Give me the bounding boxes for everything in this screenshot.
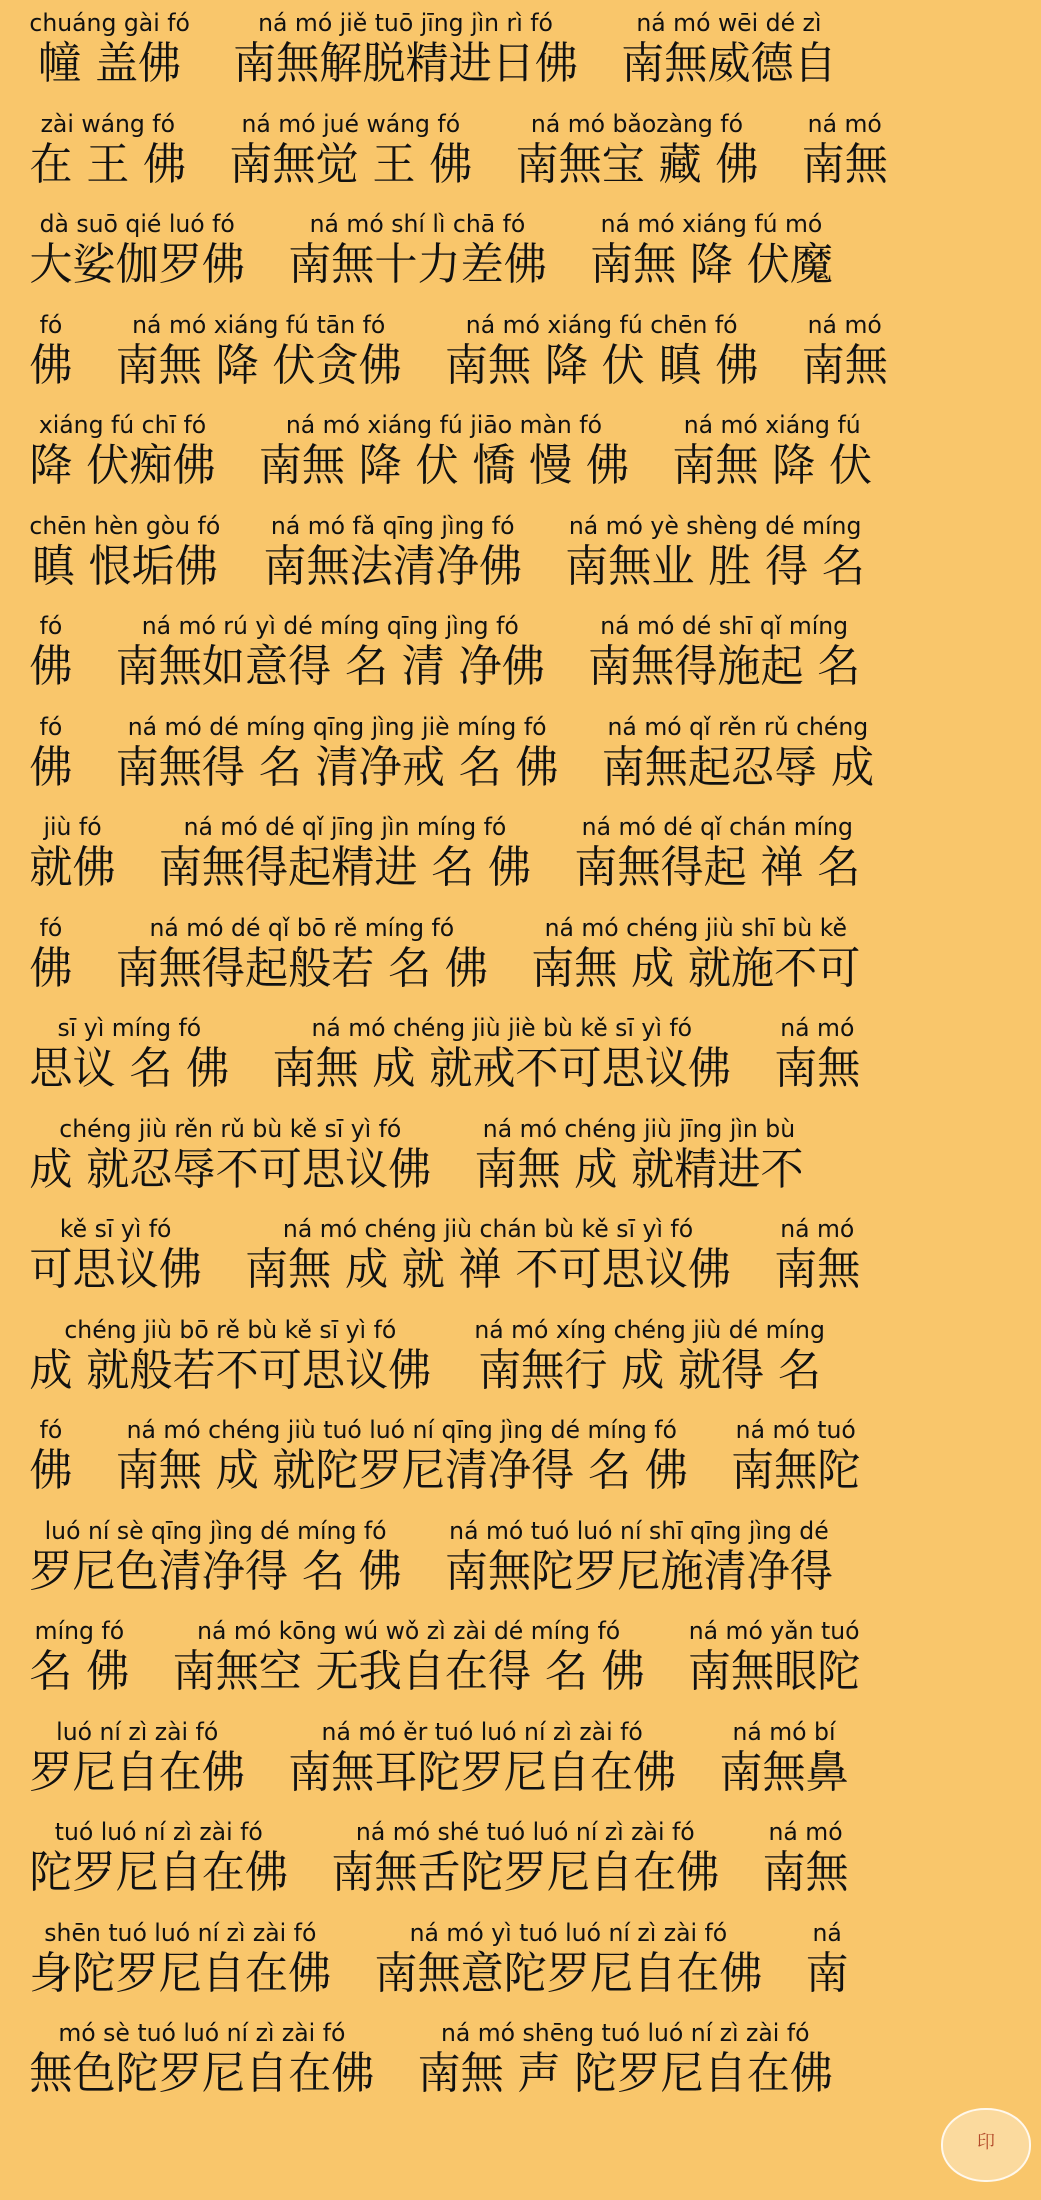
buddha-name-segment [29, 1407, 72, 1497]
pinyin-annotation: shēn tuó luó ní zì zài fó [44, 1918, 317, 1947]
chinese-characters: 南無空 无我自在得 名 佛 [172, 1646, 645, 1697]
buddha-name-segment [474, 1307, 825, 1397]
chinese-characters: 南無 [801, 339, 888, 391]
chinese-characters: 南無 [801, 138, 888, 190]
chinese-characters: 南無 成 就施不可 [531, 942, 861, 994]
pinyin-annotation: ná mó xiáng fú [683, 411, 861, 439]
text-line [0, 603, 1020, 704]
text-line [0, 1709, 1020, 1810]
pinyin-annotation: ná mó qǐ rěn rǔ chéng [607, 712, 869, 741]
chinese-characters: 佛 [29, 339, 73, 391]
pinyin-annotation: ná mó shé tuó luó ní zì zài fó [355, 1818, 695, 1846]
pinyin-annotation: chuáng gài fó [29, 9, 190, 37]
text-line [0, 201, 1020, 302]
pinyin-annotation: ná mó [768, 1818, 843, 1846]
pinyin-annotation: fó [39, 310, 63, 339]
pinyin-annotation: ná mó tuó luó ní shī qīng jìng dé [449, 1516, 829, 1545]
pinyin-annotation: ná mó jiě tuō jīng jìn rì fó [258, 9, 553, 37]
buddha-name-segment [445, 302, 759, 392]
buddha-name-segment [116, 905, 488, 995]
buddha-name-segment [417, 2010, 833, 2100]
buddha-name-segment [802, 302, 888, 392]
chinese-characters: 南無眼陀 [687, 1646, 861, 1697]
pinyin-annotation: chéng jiù bō rě bù kě sī yì fó [64, 1315, 397, 1344]
chinese-characters: 名 佛 [29, 1646, 130, 1697]
buddha-name-segment [531, 905, 860, 995]
pinyin-annotation: ná mó bǎozàng fó [530, 109, 743, 138]
chinese-characters: 在 王 佛 [29, 138, 187, 190]
chinese-characters: 南無意陀罗尼自在佛 [374, 1947, 763, 1999]
pinyin-annotation: chéng jiù rěn rǔ bù kě sī yì fó [59, 1114, 402, 1143]
pinyin-annotation: ná mó rú yì dé míng qīng jìng fó [141, 612, 519, 640]
buddha-name-segment [474, 1106, 803, 1196]
chinese-characters: 成 就般若不可思议佛 [29, 1344, 432, 1396]
text-line [0, 1407, 1020, 1508]
buddha-name-segment [602, 704, 874, 794]
buddha-name-segment [29, 1910, 331, 2000]
text-line [0, 2010, 1020, 2111]
chinese-characters: 南無得起 禅 名 [574, 842, 861, 893]
text-line [0, 704, 1020, 805]
chinese-characters: 佛 [29, 641, 73, 692]
buddha-name-segment [259, 402, 629, 492]
buddha-name-segment [116, 1407, 688, 1497]
pinyin-annotation: ná mó shēng tuó luó ní zì zài fó [440, 2019, 810, 2047]
chinese-characters: 身陀罗尼自在佛 [29, 1947, 332, 1999]
buddha-name-segment [229, 101, 472, 191]
pinyin-annotation: ná mó chéng jiù jīng jìn bù [482, 1114, 796, 1143]
chinese-characters: 南無十力差佛 [288, 239, 547, 290]
pinyin-annotation: ná mó [807, 109, 882, 138]
chinese-characters: 南無舌陀罗尼自在佛 [331, 1847, 720, 1898]
pinyin-annotation: ná [812, 1918, 842, 1947]
chinese-characters: 南無得施起 名 [587, 641, 861, 692]
pinyin-annotation: xiáng fú chī fó [38, 411, 207, 439]
buddha-name-segment [29, 704, 72, 794]
buddha-name-segment [29, 101, 186, 191]
buddha-name-segment [588, 603, 860, 693]
buddha-name-segment [29, 1709, 245, 1799]
buddha-name-segment [159, 804, 531, 894]
text-line [0, 302, 1020, 403]
text-line [0, 1307, 1020, 1408]
pinyin-annotation: ná mó chéng jiù jiè bù kě sī yì fó [311, 1014, 693, 1042]
pinyin-annotation: ná mó xiáng fú jiāo màn fó [285, 411, 602, 439]
pinyin-annotation: ná mó dé qǐ jīng jìn míng fó [183, 813, 507, 841]
chinese-characters: 南無耳陀罗尼自在佛 [288, 1746, 677, 1798]
chinese-characters: 南無陀 [731, 1445, 861, 1496]
buddha-name-segment [762, 1809, 848, 1899]
buddha-name-segment [774, 1206, 860, 1296]
pinyin-annotation: ná mó yè shèng dé míng [568, 511, 862, 540]
buddha-name-segment [29, 503, 220, 593]
pinyin-annotation: ná mó shí lì chā fó [309, 210, 526, 238]
buddha-name-segment [672, 402, 872, 492]
buddha-name-segment [263, 503, 522, 593]
chinese-characters: 南無 降 伏 憍 慢 佛 [258, 440, 630, 491]
buddha-name-segment [621, 0, 837, 90]
pinyin-annotation: ná mó [807, 310, 882, 339]
buddha-name-segment [29, 1206, 201, 1296]
buddha-name-segment [590, 201, 833, 291]
chinese-characters: 南無 降 伏 [672, 440, 873, 491]
buddha-name-segment [29, 603, 72, 693]
chinese-characters: 南無 成 就 禅 不可思议佛 [245, 1244, 732, 1295]
chinese-characters: 南無解脱精进日佛 [233, 38, 578, 89]
buddha-name-segment [29, 402, 215, 492]
text-line [0, 1608, 1020, 1709]
pinyin-annotation: ná mó [780, 1215, 855, 1243]
buddha-name-segment [288, 201, 547, 291]
buddha-name-segment [374, 1910, 762, 2000]
chinese-characters: 南無得起精进 名 佛 [158, 842, 532, 893]
pinyin-annotation: luó ní zì zài fó [56, 1717, 219, 1746]
chinese-characters: 南無 降 伏 瞋 佛 [444, 339, 759, 391]
pinyin-annotation: ná mó chéng jiù tuó luó ní qīng jìng dé míng fó [126, 1416, 677, 1444]
chinese-characters: 南無 降 伏魔 [589, 239, 833, 290]
pinyin-annotation: fó [39, 913, 63, 942]
chinese-characters: 佛 [29, 1445, 73, 1496]
pinyin-annotation: ná mó xiáng fú mó [600, 210, 823, 238]
chinese-characters: 陀罗尼自在佛 [29, 1847, 289, 1898]
text-line [0, 1508, 1020, 1609]
chinese-characters: 南無 声 陀罗尼自在佛 [417, 2048, 833, 2099]
buddha-name-segment [233, 0, 578, 90]
chinese-characters: 南無 [774, 1043, 861, 1094]
buddha-name-segment [29, 905, 72, 995]
buddha-name-segment [731, 1407, 860, 1497]
chinese-characters: 南無宝 藏 佛 [515, 138, 759, 190]
buddha-name-segment [29, 1608, 129, 1698]
chinese-characters: 成 就忍辱不可思议佛 [29, 1143, 432, 1195]
chinese-characters: 可思议佛 [29, 1244, 202, 1295]
buddha-name-segment [29, 2010, 374, 2100]
chinese-characters: 南無鼻 [719, 1746, 849, 1798]
chinese-characters: 南無 降 伏贪佛 [115, 339, 402, 391]
pinyin-annotation: zài wáng fó [40, 109, 175, 138]
chinese-characters: 南無如意得 名 清 净佛 [115, 641, 545, 692]
chinese-characters: 罗尼色清净得 名 佛 [29, 1545, 402, 1597]
pinyin-annotation: fó [39, 612, 63, 640]
pinyin-annotation: ná mó dé qǐ bō rě míng fó [149, 913, 455, 942]
pinyin-annotation: ná mó wēi dé zì [636, 9, 822, 37]
pinyin-annotation: ná mó chéng jiù shī bù kě [544, 913, 847, 942]
buddha-name-segment [445, 1508, 833, 1598]
pinyin-annotation: ná mó chéng jiù chán bù kě sī yì fó [282, 1215, 694, 1243]
buddha-name-segment [515, 101, 758, 191]
watermark-seal: 印 [941, 2108, 1031, 2182]
buddha-name-segment [272, 1005, 731, 1095]
buddha-name-segment [331, 1809, 719, 1899]
pinyin-annotation: ná mó [780, 1014, 855, 1042]
chinese-characters: 思议 名 佛 [29, 1043, 230, 1094]
buddha-name-segment [116, 603, 545, 693]
buddha-name-segment [29, 1809, 288, 1899]
text-line [0, 804, 1020, 905]
chinese-characters: 南無得起般若 名 佛 [115, 942, 489, 994]
text-line [0, 1910, 1020, 2011]
chinese-characters: 南無觉 王 佛 [229, 138, 473, 190]
chinese-characters: 南無起忍辱 成 [601, 741, 875, 793]
buddha-name-segment [29, 1508, 401, 1598]
pinyin-annotation: ná mó dé shī qǐ míng [600, 612, 849, 640]
chinese-characters: 南無行 成 就得 名 [478, 1344, 822, 1396]
chinese-characters: 南 [805, 1947, 849, 1999]
pinyin-annotation: ná mó ěr tuó luó ní zì zài fó [321, 1717, 643, 1746]
chinese-characters: 瞋 恨垢佛 [31, 540, 218, 592]
chinese-characters: 罗尼自在佛 [29, 1746, 246, 1798]
chinese-characters: 無色陀罗尼自在佛 [29, 2048, 375, 2099]
pinyin-annotation: ná mó xíng chéng jiù dé míng [474, 1315, 825, 1344]
buddha-name-segment [29, 804, 115, 894]
text-line [0, 101, 1020, 202]
buddha-name-segment [245, 1206, 731, 1296]
buddha-name-segment [29, 1106, 431, 1196]
pinyin-annotation: fó [39, 1416, 63, 1444]
pinyin-annotation: fó [39, 712, 63, 741]
text-line [0, 1106, 1020, 1207]
pinyin-annotation: ná mó jué wáng fó [241, 109, 461, 138]
chinese-characters: 南無威德自 [621, 38, 837, 89]
buddha-name-segment [574, 804, 860, 894]
text-line [0, 402, 1020, 503]
text-line [0, 503, 1020, 604]
buddha-name-segment [29, 302, 72, 392]
buddha-name-segment [29, 201, 245, 291]
chinese-characters: 南無业 胜 得 名 [565, 540, 866, 592]
pinyin-annotation: sī yì míng fó [57, 1014, 202, 1042]
chinese-characters: 南無 成 就陀罗尼清净得 名 佛 [115, 1445, 688, 1496]
chinese-characters: 南無 成 就精进不 [474, 1143, 804, 1195]
pinyin-annotation: jiù fó [43, 813, 102, 841]
buddha-name-segment [116, 704, 559, 794]
pinyin-annotation: chēn hèn gòu fó [29, 511, 221, 540]
pinyin-annotation: ná mó yǎn tuó [688, 1617, 860, 1645]
pinyin-annotation: ná mó yì tuó luó ní zì zài fó [409, 1918, 728, 1947]
chinese-characters: 南無 [762, 1847, 849, 1898]
chinese-characters: 南無陀罗尼施清净得 [444, 1545, 833, 1597]
chinese-characters: 南無 [774, 1244, 861, 1295]
chinese-characters: 南無法清净佛 [263, 540, 523, 592]
pinyin-annotation: ná mó dé míng qīng jìng jiè míng fó [127, 712, 547, 741]
pinyin-annotation: ná mó fǎ qīng jìng fó [270, 511, 515, 540]
pinyin-annotation: mó sè tuó luó ní zì zài fó [58, 2019, 346, 2047]
chinese-characters: 佛 [29, 942, 73, 994]
pinyin-annotation: míng fó [34, 1617, 125, 1645]
buddha-name-segment [288, 1709, 676, 1799]
chinese-characters: 降 伏痴佛 [29, 440, 216, 491]
pinyin-annotation: ná mó bí [732, 1717, 836, 1746]
chinese-characters: 就佛 [29, 842, 116, 893]
chinese-characters: 大娑伽罗佛 [29, 239, 246, 290]
chinese-characters: 南無得 名 清净戒 名 佛 [115, 741, 559, 793]
buddha-name-segment [116, 302, 402, 392]
chinese-characters: 佛 [29, 741, 73, 793]
pinyin-annotation: tuó luó ní zì zài fó [54, 1818, 263, 1846]
buddha-name-segment [688, 1608, 860, 1698]
pinyin-annotation: ná mó xiáng fú chēn fó [465, 310, 738, 339]
buddha-name-segment [565, 503, 865, 593]
pinyin-annotation: luó ní sè qīng jìng dé míng fó [44, 1516, 387, 1545]
buddha-name-segment [806, 1910, 849, 2000]
buddha-name-segment [802, 101, 888, 191]
buddha-name-segment [29, 1307, 431, 1397]
pinyin-annotation: ná mó kōng wú wǒ zì zài dé míng fó [197, 1617, 621, 1645]
pinyin-annotation: ná mó xiáng fú tān fó [132, 310, 386, 339]
text-line [0, 0, 1020, 101]
chinese-characters: 幢 盖佛 [38, 38, 182, 89]
text-line [0, 1206, 1020, 1307]
text-line [0, 905, 1020, 1006]
pinyin-annotation: ná mó dé qǐ chán míng [581, 813, 853, 841]
buddha-name-segment [29, 1005, 229, 1095]
pinyin-annotation: dà suō qié luó fó [39, 210, 235, 238]
buddha-name-segment [172, 1608, 644, 1698]
pinyin-annotation: kě sī yì fó [59, 1215, 172, 1243]
pinyin-annotation: ná mó tuó [735, 1416, 856, 1444]
text-line [0, 1005, 1020, 1106]
chinese-characters: 南無 成 就戒不可思议佛 [272, 1043, 732, 1094]
buddha-name-segment [719, 1709, 848, 1799]
buddha-name-segment [774, 1005, 860, 1095]
text-line [0, 1809, 1020, 1910]
buddha-name-segment [29, 0, 190, 90]
